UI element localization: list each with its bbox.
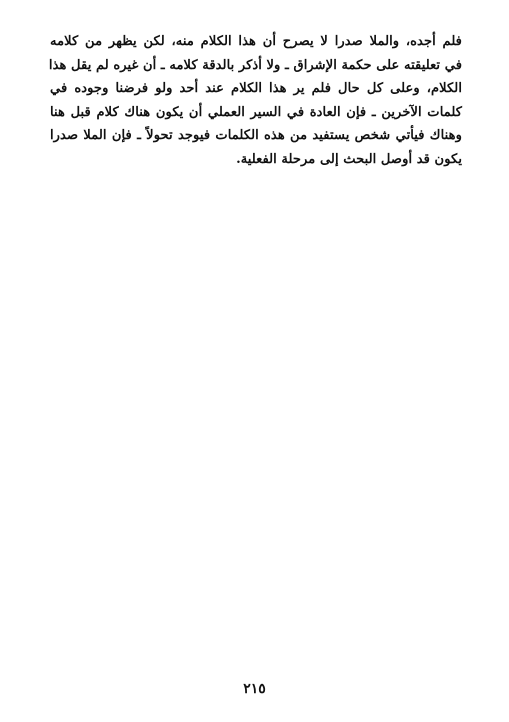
text-line: فلم أجده، والملا صدرا لا يصرح أن هذا الكلام منه، لكن يظهر من كلامه	[50, 34, 462, 49]
text-line: يكون قد أوصل البحث إلى مرحلة الفعلية.	[236, 151, 462, 167]
page-number: ٢١٥	[243, 681, 266, 697]
text-line: في تعليقته على حكمة الإشراق ـ ولا أذكر بالدقة كلامه ـ أن غيره لم يقل هذا	[48, 57, 462, 73]
text-line: الكلام، وعلى كل حال فلم ير هذا الكلام عند أحد ولو فرضنا وجوده في	[50, 81, 462, 97]
text-line: كلمات الآخرين ـ فإن العادة في السير العملي أن يكون هناك كلام قبل هنا	[50, 104, 462, 120]
body-paragraph	[50, 30, 462, 172]
text-line: وهناك فيأتي شخص يستفيد من هذه الكلمات فيوجد تحولاً ـ فإن الملا صدرا	[50, 128, 462, 144]
